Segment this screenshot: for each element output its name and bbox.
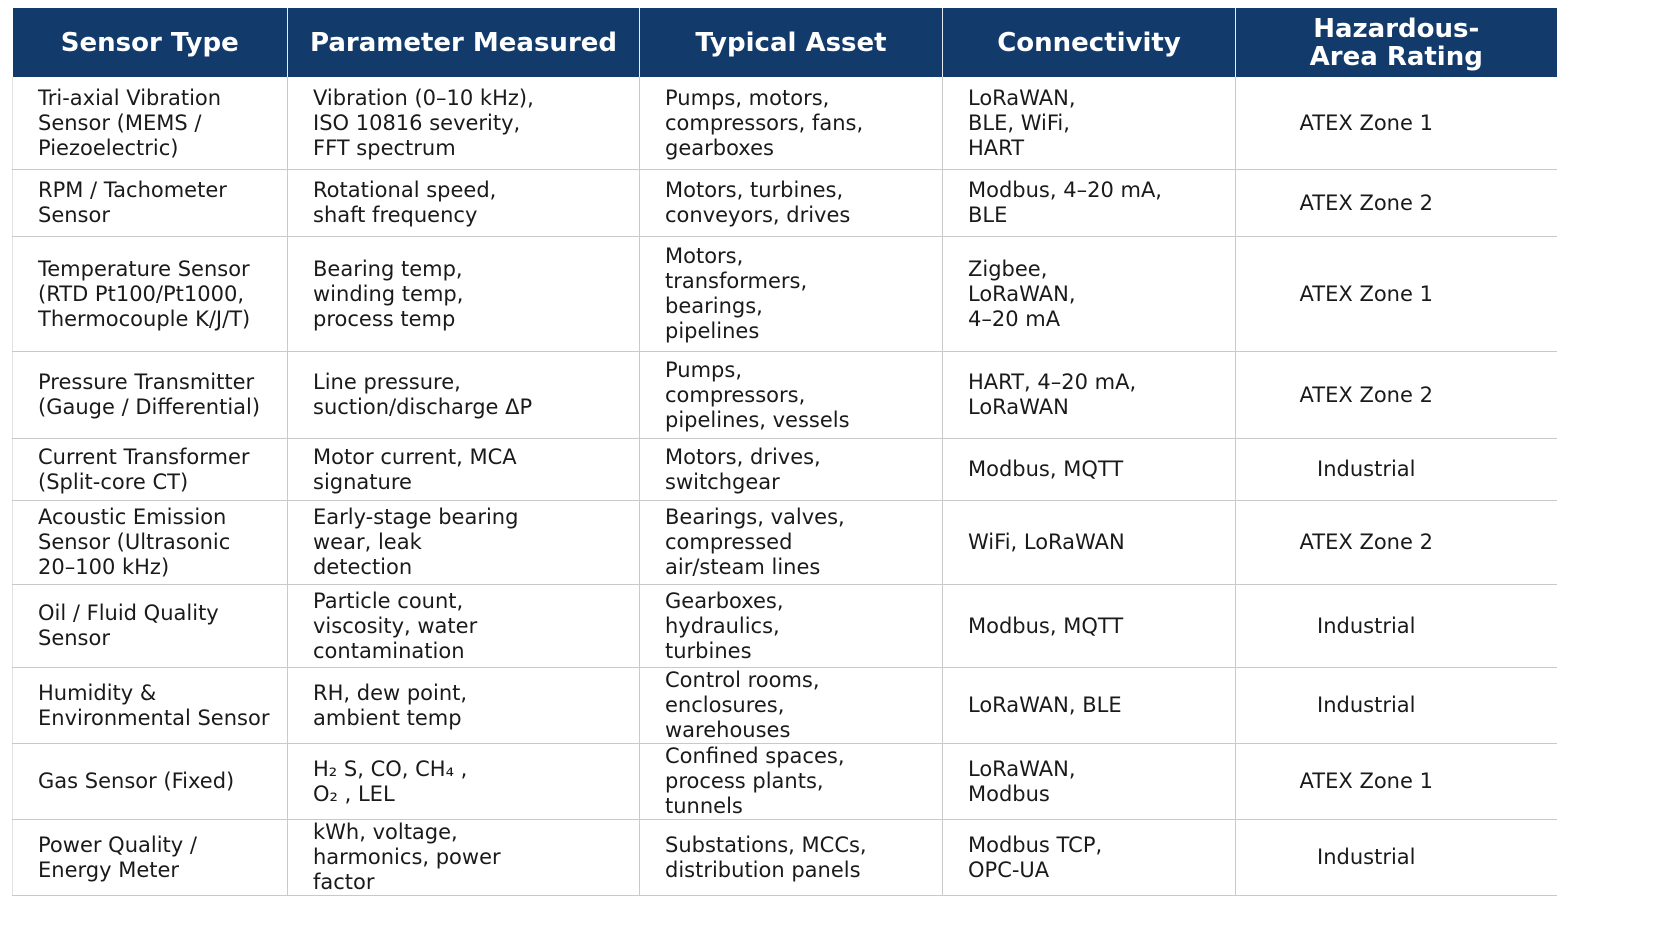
cell-rating: Industrial: [1236, 585, 1557, 668]
header-hazardous-area-rating: Hazardous- Area Rating: [1236, 8, 1557, 77]
cell-rating: ATEX Zone 1: [1236, 744, 1557, 820]
cell-rating: Industrial: [1236, 668, 1557, 744]
header-row: [13, 8, 1557, 77]
cell-parameter: Vibration (0–10 kHz), ISO 10816 severity, FFT spectrum: [288, 77, 640, 170]
cell-asset: Confined spaces, process plants, tunnels: [640, 744, 943, 820]
cell-asset: Pumps, motors, compressors, fans, gearboxes: [640, 77, 943, 170]
cell-asset: Bearings, valves, compressed air/steam lines: [640, 501, 943, 585]
table-row: [13, 744, 1557, 820]
cell-parameter: Line pressure, suction/discharge ΔP: [288, 352, 640, 439]
cell-rating: Industrial: [1236, 820, 1557, 896]
cell-parameter: Particle count, viscosity, water contamination: [288, 585, 640, 668]
cell-connectivity: Modbus TCP, OPC-UA: [943, 820, 1236, 896]
header-connectivity: Connectivity: [943, 8, 1236, 77]
cell-rating: Industrial: [1236, 439, 1557, 501]
cell-asset: Motors, transformers, bearings, pipelines: [640, 237, 943, 352]
cell-rating: ATEX Zone 2: [1236, 352, 1557, 439]
cell-sensor-type: Acoustic Emission Sensor (Ultrasonic 20–100 kHz): [13, 501, 288, 585]
cell-sensor-type: Oil / Fluid Quality Sensor: [13, 585, 288, 668]
cell-parameter: Bearing temp, winding temp, process temp: [288, 237, 640, 352]
cell-asset: Control rooms, enclosures, warehouses: [640, 668, 943, 744]
cell-connectivity: Modbus, 4–20 mA, BLE: [943, 170, 1236, 237]
cell-sensor-type: Humidity & Environmental Sensor: [13, 668, 288, 744]
cell-rating: ATEX Zone 2: [1236, 501, 1557, 585]
sensor-comparison-table: [12, 8, 1557, 896]
table-row: [13, 352, 1557, 439]
table-row: [13, 77, 1557, 170]
cell-connectivity: LoRaWAN, Modbus: [943, 744, 1236, 820]
cell-asset: Substations, MCCs, distribution panels: [640, 820, 943, 896]
table-row: [13, 585, 1557, 668]
cell-connectivity: Modbus, MQTT: [943, 439, 1236, 501]
cell-sensor-type: Current Transformer (Split-core CT): [13, 439, 288, 501]
cell-parameter: Motor current, MCA signature: [288, 439, 640, 501]
cell-asset: Motors, turbines, conveyors, drives: [640, 170, 943, 237]
table-row: [13, 237, 1557, 352]
table-row: [13, 439, 1557, 501]
cell-connectivity: LoRaWAN, BLE, WiFi, HART: [943, 77, 1236, 170]
cell-sensor-type: Gas Sensor (Fixed): [13, 744, 288, 820]
cell-connectivity: WiFi, LoRaWAN: [943, 501, 1236, 585]
cell-connectivity: Modbus, MQTT: [943, 585, 1236, 668]
cell-sensor-type: Pressure Transmitter (Gauge / Differential): [13, 352, 288, 439]
header-parameter-measured: Parameter Measured: [288, 8, 640, 77]
cell-sensor-type: Temperature Sensor (RTD Pt100/Pt1000, Thermocouple K/J/T): [13, 237, 288, 352]
cell-parameter: kWh, voltage, harmonics, power factor: [288, 820, 640, 896]
cell-asset: Motors, drives, switchgear: [640, 439, 943, 501]
cell-connectivity: LoRaWAN, BLE: [943, 668, 1236, 744]
cell-sensor-type: Power Quality / Energy Meter: [13, 820, 288, 896]
header-typical-asset: Typical Asset: [640, 8, 943, 77]
table-row: [13, 668, 1557, 744]
table-row: [13, 501, 1557, 585]
cell-parameter: Early-stage bearing wear, leak detection: [288, 501, 640, 585]
cell-parameter: H₂ S, CO, CH₄ , O₂ , LEL: [288, 744, 640, 820]
cell-rating: ATEX Zone 1: [1236, 237, 1557, 352]
cell-asset: Gearboxes, hydraulics, turbines: [640, 585, 943, 668]
cell-rating: ATEX Zone 2: [1236, 170, 1557, 237]
cell-sensor-type: Tri-axial Vibration Sensor (MEMS / Piezoelectric): [13, 77, 288, 170]
cell-sensor-type: RPM / Tachometer Sensor: [13, 170, 288, 237]
cell-parameter: RH, dew point, ambient temp: [288, 668, 640, 744]
cell-parameter: Rotational speed, shaft frequency: [288, 170, 640, 237]
header-sensor-type: Sensor Type: [13, 8, 288, 77]
cell-connectivity: Zigbee, LoRaWAN, 4–20 mA: [943, 237, 1236, 352]
table-row: [13, 820, 1557, 896]
cell-rating: ATEX Zone 1: [1236, 77, 1557, 170]
cell-asset: Pumps, compressors, pipelines, vessels: [640, 352, 943, 439]
cell-connectivity: HART, 4–20 mA, LoRaWAN: [943, 352, 1236, 439]
table-row: [13, 170, 1557, 237]
